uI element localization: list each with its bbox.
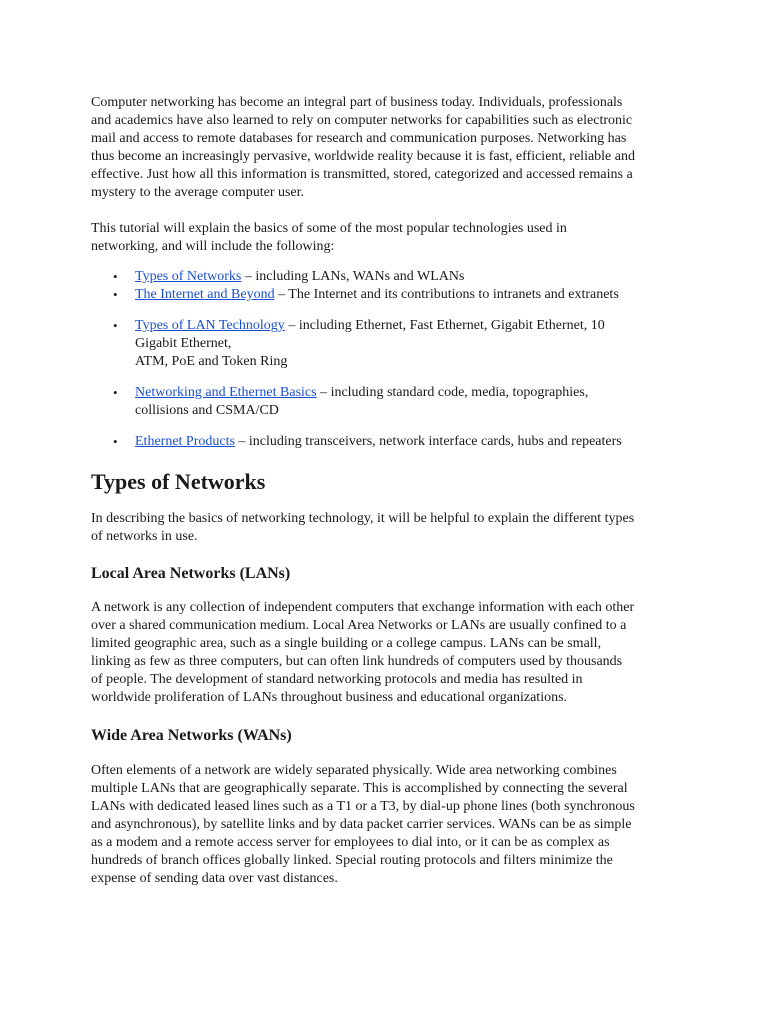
types-paragraph xyxy=(91,510,681,546)
wan-line: and asynchronous), by satellite links and by data packet carrier services. WANs can be as simple xyxy=(91,817,632,832)
bullet-icon: • xyxy=(113,287,118,302)
list-item xyxy=(91,286,681,304)
tutorial-line: networking, and will include the following: xyxy=(91,239,335,254)
lan-line: of people. The development of standard networking protocols and media has resulted in xyxy=(91,672,583,687)
lan-line: A network is any collection of independent computers that exchange information with each other xyxy=(91,600,635,615)
intro-line: effective. Just how all this information is transmitted, stored, categorized and accessed remains a xyxy=(91,167,633,182)
tutorial-paragraph xyxy=(91,220,681,256)
list-item xyxy=(91,317,681,371)
subheading-wans: Wide Area Networks (WANs) xyxy=(91,727,292,744)
types-line: of networks in use. xyxy=(91,529,198,544)
lan-line: worldwide proliferation of LANs throughout business and educational organizations. xyxy=(91,690,568,705)
wan-line: expense of sending data over vast distances. xyxy=(91,871,338,886)
bullet-icon: • xyxy=(113,434,118,449)
lan-paragraph xyxy=(91,599,681,707)
list-item xyxy=(91,433,681,451)
link-types-of-lan-technology[interactable]: Types of LAN Technology xyxy=(135,318,285,333)
lan-line: linking as few as three computers, but can often link hundreds of computers used by thousands xyxy=(91,654,623,669)
tutorial-line: This tutorial will explain the basics of some of the most popular technologies used in xyxy=(91,221,567,236)
bullet-icon: • xyxy=(113,385,118,400)
intro-paragraph xyxy=(91,94,681,202)
intro-line: thus become an increasingly pervasive, worldwide reality because it is fast, efficient, reliable and xyxy=(91,149,635,164)
types-line: In describing the basics of networking technology, it will be helpful to explain the different types xyxy=(91,511,635,526)
wan-line: as a modem and a remote access server for employees to dial into, or it can be as complex as xyxy=(91,835,610,850)
list-item-text: – including Ethernet, Fast Ethernet, Gigabit Ethernet, 10 xyxy=(284,318,605,333)
list-item-text: – including LANs, WANs and WLANs xyxy=(241,269,465,284)
intro-line: mystery to the average computer user. xyxy=(91,185,305,200)
link-networking-and-ethernet-basics[interactable]: Networking and Ethernet Basics xyxy=(135,385,317,400)
lan-line: over a shared communication medium. Local Area Networks or LANs are usually confined to a xyxy=(91,618,627,633)
intro-line: Computer networking has become an integral part of business today. Individuals, professionals xyxy=(91,95,623,110)
list-item-text: Gigabit Ethernet, xyxy=(135,336,232,351)
link-types-of-networks[interactable]: Types of Networks xyxy=(135,269,242,284)
link-internet-and-beyond[interactable]: The Internet and Beyond xyxy=(135,287,275,302)
list-item-text: – including standard code, media, topographies, xyxy=(316,385,589,400)
topics-list xyxy=(91,268,681,451)
wan-line: hundreds of branch offices globally linked. Special routing protocols and filters minimize the xyxy=(91,853,613,868)
bullet-icon: • xyxy=(113,318,118,333)
intro-line: mail and access to remote databases for research and communication purposes. Networking has xyxy=(91,131,627,146)
intro-line: and academics have also learned to rely on computer networks for capabilities such as electronic xyxy=(91,113,633,128)
list-item-text: – The Internet and its contributions to intranets and extranets xyxy=(274,287,619,302)
wan-line: LANs with dedicated leased lines such as a T1 or a T3, by dial-up phone lines (both synchronous xyxy=(91,799,635,814)
lan-line: limited geographic area, such as a single building or a college campus. LANs can be small, xyxy=(91,636,602,651)
list-item-text: ATM, PoE and Token Ring xyxy=(135,354,288,369)
list-item-text: – including transceivers, network interface cards, hubs and repeaters xyxy=(234,434,622,449)
wan-line: multiple LANs that are geographically separate. This is accomplished by connecting the several xyxy=(91,781,628,796)
subheading-lans: Local Area Networks (LANs) xyxy=(91,565,291,582)
bullet-icon: • xyxy=(113,269,118,284)
list-item xyxy=(91,268,681,286)
wan-paragraph xyxy=(91,762,681,888)
link-ethernet-products[interactable]: Ethernet Products xyxy=(135,434,235,449)
document-page xyxy=(91,94,681,888)
list-item-text: collisions and CSMA/CD xyxy=(135,403,279,418)
wan-line: Often elements of a network are widely separated physically. Wide area networking combines xyxy=(91,763,617,778)
list-item xyxy=(91,384,681,420)
section-heading-types-of-networks: Types of Networks xyxy=(91,469,266,494)
